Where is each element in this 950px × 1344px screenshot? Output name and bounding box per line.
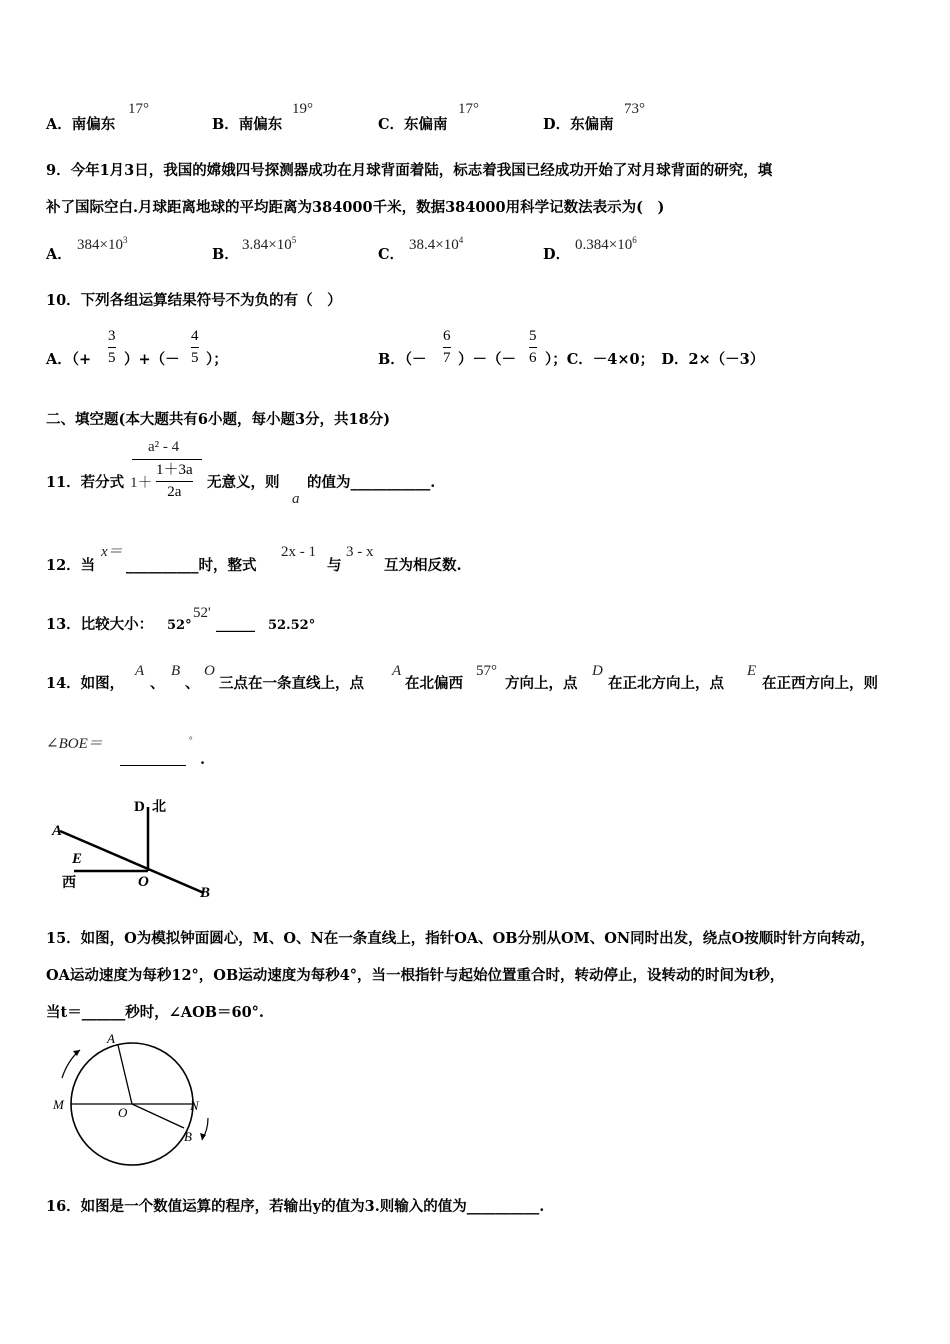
q9-option-b-value: $3.84\times 10^5$ [242, 235, 297, 253]
q11-main-bar [132, 459, 202, 460]
q13-left: 52° [167, 618, 192, 633]
q14-t5: 在正西方向上，则 [762, 675, 878, 692]
fig15-hand-oa [118, 1045, 132, 1104]
q9-option-c-value: $38.4\times 10^4$ [409, 235, 464, 253]
q10-a-end: ）； [206, 351, 228, 368]
q14-angle: 57° [476, 663, 497, 679]
q10-stem: 10．下列各组运算结果符号不为负的有（ ） [46, 292, 342, 309]
q14-var-o: O [204, 663, 215, 679]
q8-option-c-angle: 17° [458, 101, 479, 117]
q14-t4: 在正北方向上，点 [608, 675, 724, 692]
q9-option-b-label: B． [212, 246, 239, 263]
q12-suffix: 互为相反数. [384, 557, 462, 574]
q14-var-b: B [171, 663, 181, 679]
figure-15-clock-diagram [46, 1030, 216, 1170]
fig15-label-b: B [184, 1129, 192, 1144]
q15-line1: 15．如图，O为模拟钟面圆心，M、O、N在一条直线上，指针OA、OB分别从OM、ON同时出发，绕点O按顺时针方向转动， [46, 930, 875, 947]
q8-option-b-angle: 19° [292, 101, 313, 117]
q12-expr2: 3 - x [346, 544, 374, 560]
q8-option-c: C．东偏南 [378, 116, 448, 133]
q15-line3: 当t＝______秒时，∠AOB＝60°. [46, 1004, 264, 1021]
q10-a-label: A．（+ [46, 351, 92, 368]
q11-one-plus: 1＋ [130, 475, 153, 491]
fig15-label-o: O [118, 1105, 128, 1120]
q10-b-frac2: 5 6 [529, 328, 537, 366]
q11-prefix: 11．若分式 [46, 474, 125, 491]
q11-suffix: 的值为___________. [307, 474, 436, 491]
q12-mid2: 与 [327, 557, 342, 574]
q13-prefix: 13．比较大小： [46, 616, 154, 633]
figure-14-compass-diagram [46, 793, 216, 903]
q15-line2: OA运动速度为每秒12°，OB运动速度为每秒4°，当一根指针与起始位置重合时，转动停止，设转动的时间为t秒， [46, 967, 785, 984]
q14-prefix: 14．如图， [46, 675, 125, 692]
q13-mid-math: 52' [193, 605, 211, 621]
q13-blank: ______ [216, 618, 255, 633]
q14-angle-expr: ∠BOE＝ [46, 736, 103, 752]
fig14-label-a: A [52, 823, 63, 839]
q14-sep2: 、 [185, 675, 200, 692]
q10-a-mid: ）+（－ [124, 351, 180, 368]
q14-var-e: E [747, 663, 757, 679]
q14-var-a: A [135, 663, 145, 679]
q9-stem-line2: 补了国际空白.月球距离地球的平均距离为384000千米，数据384000用科学记数法表示为( ) [46, 199, 665, 216]
q14-end: . [200, 751, 206, 768]
fig14-label-d: D [134, 799, 145, 815]
q14-t2: 在北偏西 [405, 675, 463, 692]
q12-expr1: 2x - 1 [281, 544, 316, 560]
fig15-label-a: A [107, 1031, 115, 1046]
q9-option-a-label: A． [46, 246, 72, 263]
q10-b-frac1: 6 7 [443, 328, 451, 366]
q9-option-c-label: C． [378, 246, 405, 263]
q9-option-d-value: $0.384\times 10^6$ [575, 235, 637, 253]
q8-option-a: A．南偏东 [46, 116, 116, 133]
fig14-label-b: B [200, 885, 211, 901]
q9-option-d-label: D． [543, 246, 571, 263]
q10-b-mid: ）－（－ [458, 351, 516, 368]
q9-stem-line1: 9．今年1月3日，我国的嫦娥四号探测器成功在月球背面着陆，标志着我国已经成功开始了对月球背面的研究，填 [46, 162, 773, 179]
fig14-label-west: 西 [62, 876, 76, 891]
q14-var-a2: A [392, 663, 402, 679]
q10-a-frac2: 4 5 [191, 328, 199, 366]
q11-numerator: a² - 4 [148, 439, 180, 455]
q11-mid: 无意义，则 [207, 474, 280, 491]
q14-t3: 方向上，点 [505, 675, 578, 692]
fig15-label-n: N [190, 1098, 199, 1113]
q13-right: 52.52° [268, 618, 316, 633]
q10-b-label: B．（－ [378, 351, 427, 368]
q16-stem: 16．如图是一个数值运算的程序，若输出y的值为3.则输入的值为__________. [46, 1198, 545, 1215]
q14-answer-blank [120, 765, 186, 766]
q10-b-end: ）；C．－4×0； D．2×（－3） [545, 351, 765, 368]
q11-var: a [292, 491, 300, 507]
q8-option-a-angle: 17° [128, 101, 149, 117]
q12-mid1: __________时，整式 [126, 557, 257, 574]
q10-a-frac1: 3 5 [108, 328, 116, 366]
q14-degree: ° [189, 735, 193, 745]
q12-prefix: 12．当 [46, 557, 96, 574]
fig14-label-e: E [72, 851, 83, 867]
q8-option-d: D．东偏南 [543, 116, 614, 133]
q12-var: x＝ [101, 544, 123, 560]
section-heading: 二、填空题(本大题共有6小题，每小题3分，共18分) [46, 411, 391, 428]
q9-option-a-value: $384\times 10^3$ [77, 235, 128, 253]
fig14-label-o: O [138, 874, 149, 890]
q14-sep1: 、 [150, 675, 165, 692]
fig15-hand-ob [132, 1104, 184, 1128]
q11-inner-frac: 1＋3a 2a [156, 462, 193, 500]
fig15-label-m: M [53, 1097, 64, 1112]
q8-option-b: B．南偏东 [212, 116, 283, 133]
q14-var-d: D [592, 663, 603, 679]
q14-t1: 三点在一条直线上，点 [219, 675, 364, 692]
q8-option-d-angle: 73° [624, 101, 645, 117]
fig14-label-north: 北 [152, 800, 166, 815]
